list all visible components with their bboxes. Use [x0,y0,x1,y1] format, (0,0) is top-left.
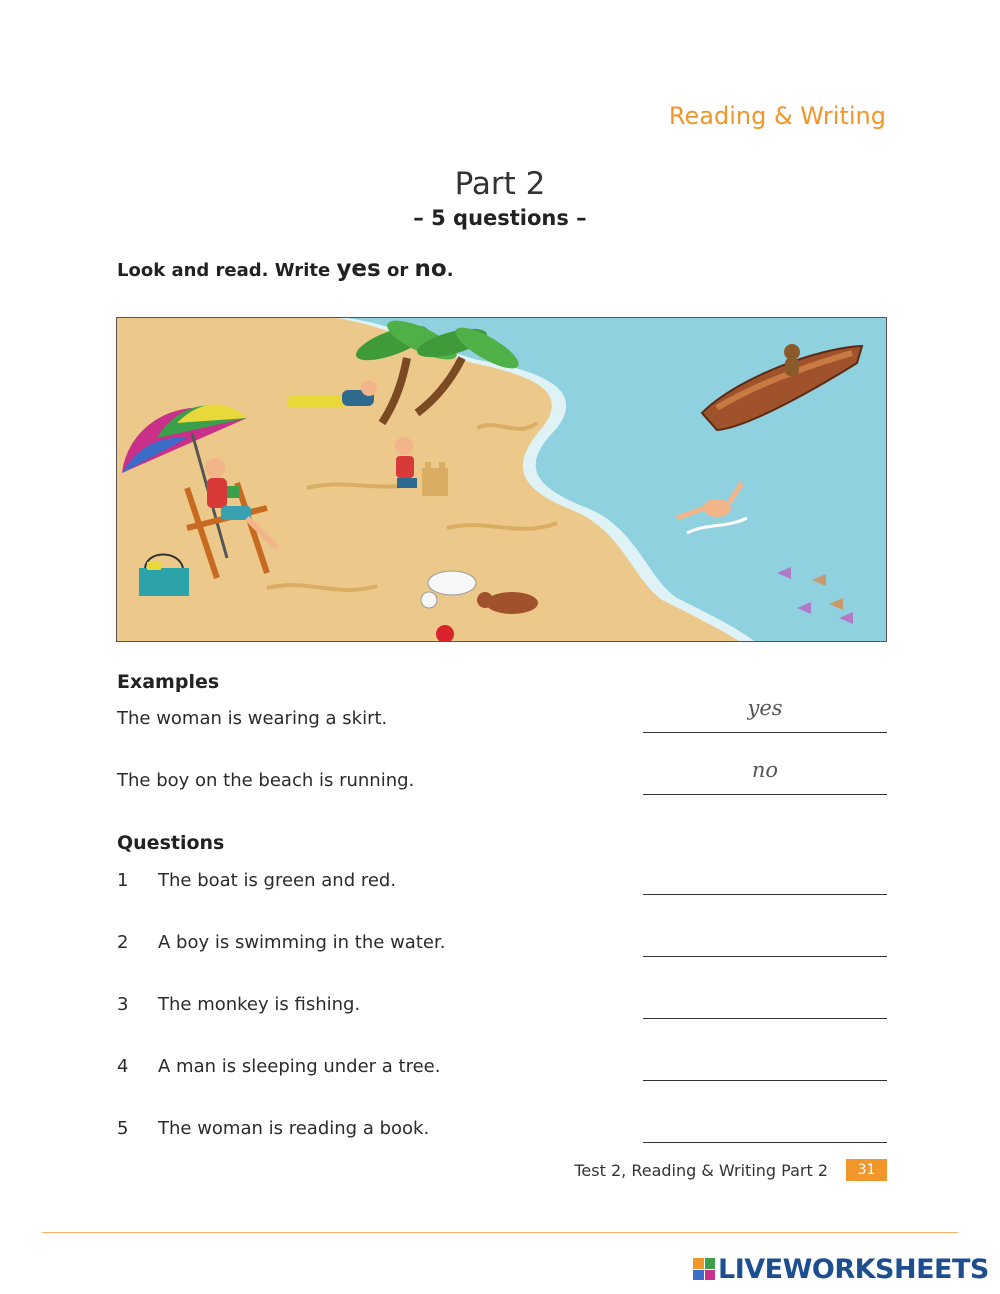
instruction-word-no: no [414,256,447,282]
example-row [117,758,887,810]
example-answer: yes [747,696,783,720]
example-text: The woman is wearing a skirt. [117,708,388,729]
page-number: 31 [846,1159,887,1181]
instruction [117,256,454,282]
part-subtitle: – 5 questions – [413,206,587,230]
question-row [117,932,887,972]
example-answer-line [643,794,887,795]
footer-divider [42,1232,958,1233]
example-answer: no [751,758,779,782]
instruction-word-yes: yes [336,256,381,282]
question-number: 5 [117,1118,129,1139]
example-answer-line [643,732,887,733]
question-row [117,1118,887,1158]
part-title: Part 2 [454,166,546,202]
question-number: 2 [117,932,129,953]
answer-line [643,1018,887,1019]
instruction-prefix: Look and read. Write [117,260,337,281]
examples-heading: Examples [117,671,220,693]
question-number: 4 [117,1056,129,1077]
answer-line [643,956,887,957]
beach-scene-svg [117,318,887,642]
question-text: The woman is reading a book. [158,1118,430,1139]
liveworksheets-brand[interactable] [693,1252,989,1286]
example-text: The boy on the beach is running. [117,770,415,791]
example-row [117,696,887,748]
section-label: Reading & Writing [668,102,886,130]
question-row [117,870,887,910]
answer-line [643,1080,887,1081]
question-number: 1 [117,870,129,891]
question-text: The monkey is fishing. [158,994,361,1015]
instruction-middle: or [380,260,415,281]
instruction-suffix: . [446,260,454,281]
liveworksheets-logo-icon [693,1258,715,1280]
question-row [117,994,887,1034]
question-row [117,1056,887,1096]
question-text: The boat is green and red. [158,870,397,891]
answer-line [643,894,887,895]
answer-line [643,1142,887,1143]
footer-text: Test 2, Reading & Writing Part 2 [574,1161,828,1180]
questions-heading: Questions [117,832,225,854]
beach-scene-illustration [116,317,887,642]
question-text: A man is sleeping under a tree. [158,1056,441,1077]
question-number: 3 [117,994,129,1015]
question-text: A boy is swimming in the water. [158,932,446,953]
brand-name: LIVEWORKSHEETS [718,1253,989,1285]
